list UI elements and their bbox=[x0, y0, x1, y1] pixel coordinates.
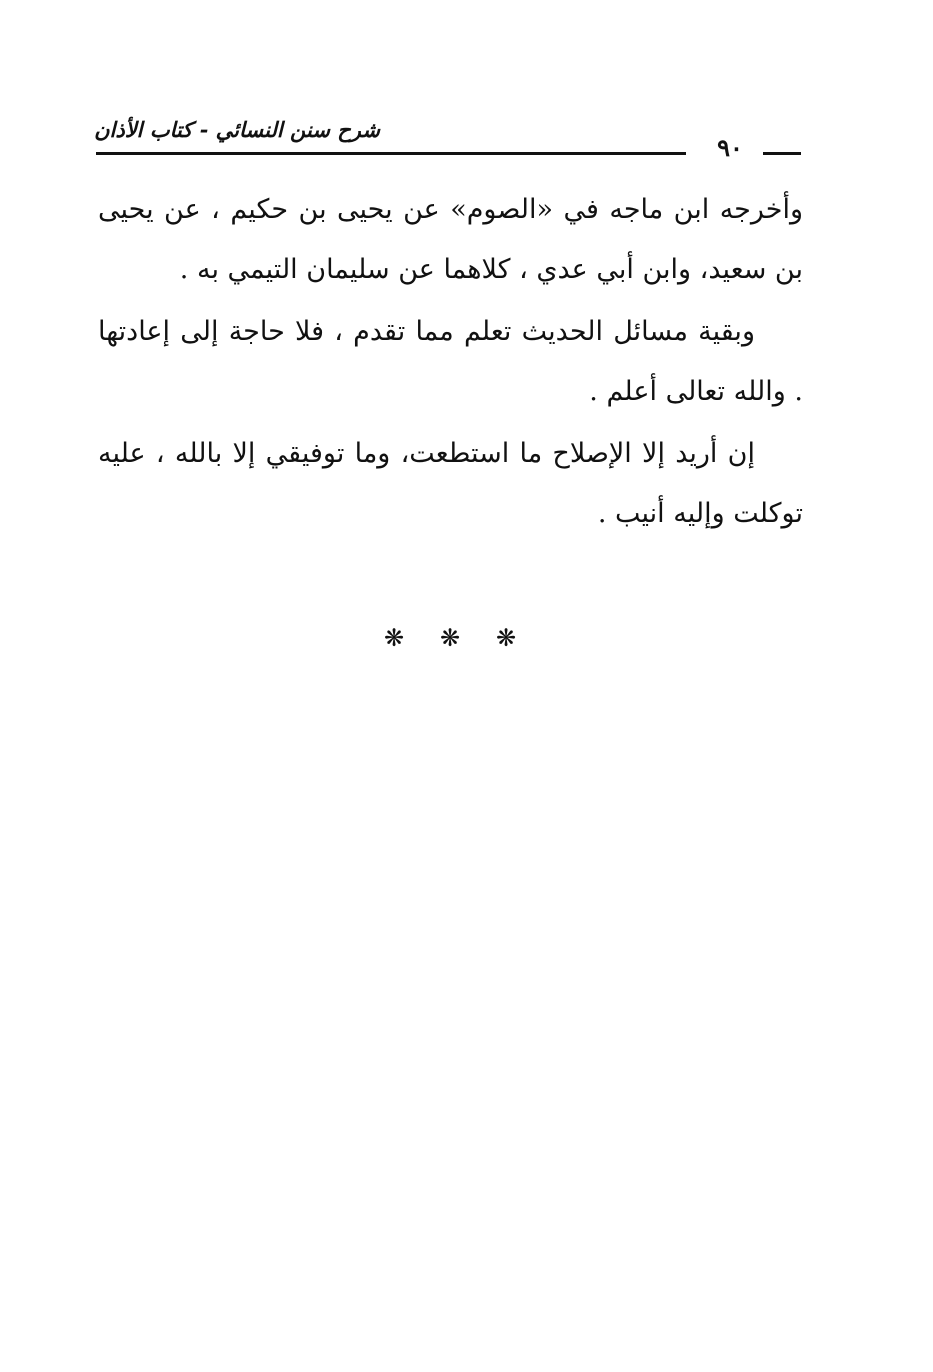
separator-star-icon: ❋ bbox=[439, 624, 461, 652]
paragraph-hadith-source: وأخرجه ابن ماجه في «الصوم» عن يحيى بن حكيم ، عن يحيى بن سعيد، وابن أبي عدي ، كلاهما عن سليمان التيمي به . bbox=[98, 194, 803, 285]
separator-star-icon: ❋ bbox=[383, 624, 405, 652]
separator-star-icon: ❋ bbox=[495, 624, 517, 652]
page-number: ٩٠ bbox=[717, 133, 743, 162]
section-separator bbox=[380, 618, 520, 658]
page-number-rule bbox=[763, 152, 801, 155]
running-header-title: شرح سنن النسائي - كتاب الأذان bbox=[94, 117, 380, 142]
paragraph-closing-supplication: إن أريد إلا الإصلاح ما استطعت، وما توفيقي إلا بالله ، عليه توكلت وإليه أنيب . bbox=[98, 438, 803, 529]
paragraph-remaining-issues: وبقية مسائل الحديث تعلم مما تقدم ، فلا حاجة إلى إعادتها . والله تعالى أعلم . bbox=[98, 316, 803, 407]
header-rule bbox=[96, 152, 686, 155]
